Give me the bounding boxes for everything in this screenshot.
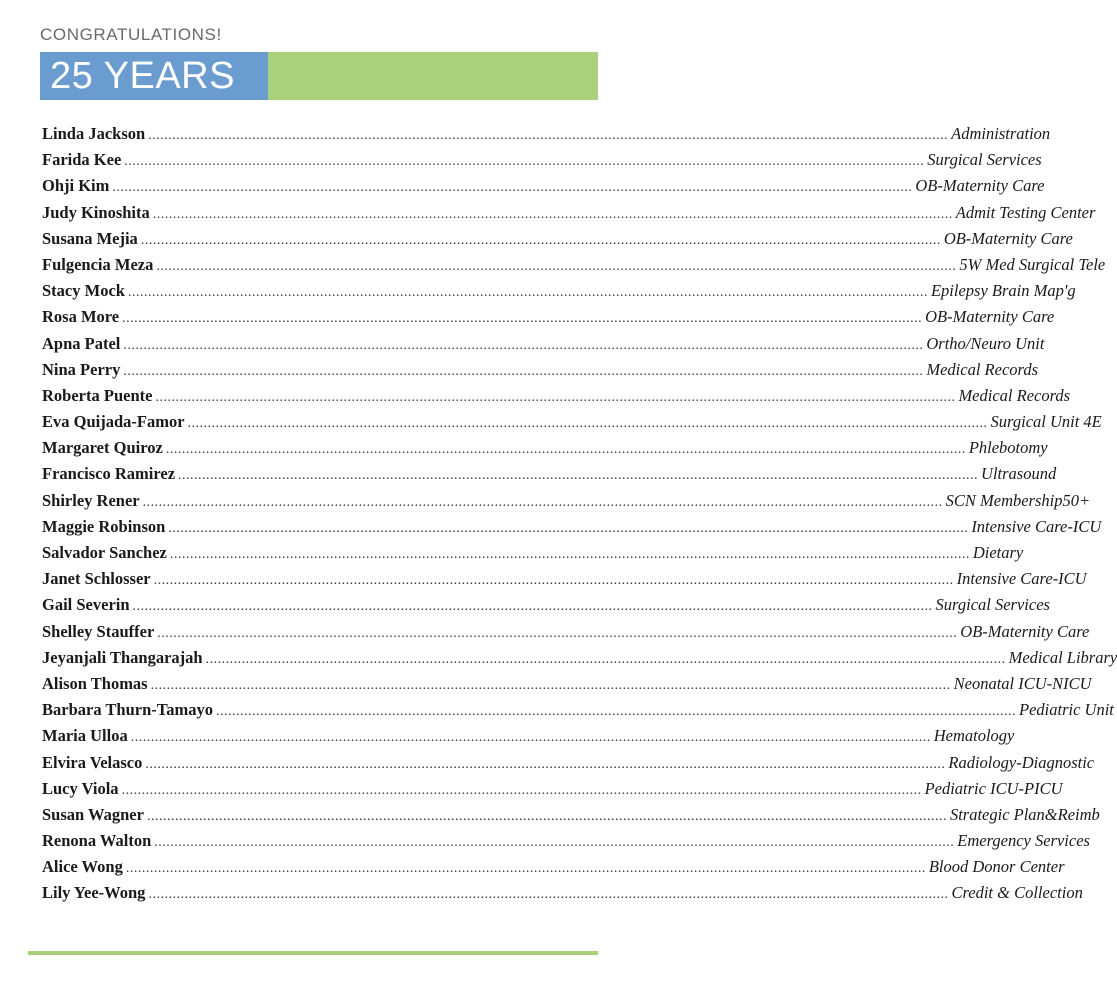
honoree-department: Pediatric ICU-PICU	[924, 778, 1063, 798]
list-item	[42, 176, 1045, 202]
honoree-name: Maggie Robinson	[42, 516, 166, 536]
footer-divider	[28, 951, 598, 955]
honoree-department: Strategic Plan&Reimb	[949, 804, 1100, 824]
list-item	[42, 647, 1117, 674]
honoree-name: Lucy Viola	[42, 778, 119, 798]
list-item	[42, 883, 1083, 909]
dot-leader: ........................................................................................................................................................................................................	[216, 704, 1016, 720]
honoree-department: Admit Testing Center	[955, 202, 1096, 222]
dot-leader: ........................................................................................................................................................................................................	[123, 337, 924, 353]
list-item	[42, 831, 1090, 857]
honoree-name: Francisco Ramirez	[42, 464, 176, 484]
dot-leader: ........................................................................................................................................................................................................	[152, 206, 953, 222]
honoree-department: Ultrasound	[981, 464, 1057, 484]
banner-accent-block	[268, 52, 598, 100]
honoree-name: Alison Thomas	[42, 673, 148, 693]
honoree-name: Roberta Puente	[42, 385, 153, 405]
honoree-name: Shirley Rener	[42, 490, 140, 510]
honoree-department: Dietary	[972, 543, 1024, 562]
dot-leader: ........................................................................................................................................................................................................	[157, 625, 958, 641]
years-banner	[40, 52, 598, 100]
dot-leader: ........................................................................................................................................................................................................	[130, 730, 931, 746]
dot-leader: ........................................................................................................................................................................................................	[165, 442, 966, 458]
list-item	[42, 857, 1065, 883]
list-item	[42, 202, 1096, 229]
list-item	[42, 621, 1090, 648]
list-item	[42, 804, 1100, 831]
honoree-name: Rosa More	[42, 307, 120, 327]
dot-leader: ........................................................................................................................................................................................................	[156, 258, 957, 274]
honoree-department: Radiology-Diagnostic	[948, 752, 1095, 772]
dot-leader: ........................................................................................................................................................................................................	[125, 861, 926, 877]
dot-leader: ........................................................................................................................................................................................................	[187, 416, 988, 432]
dot-leader: ........................................................................................................................................................................................................	[146, 808, 947, 824]
list-item	[42, 124, 1051, 150]
dot-leader: ........................................................................................................................................................................................................	[132, 599, 933, 615]
dot-leader: ........................................................................................................................................................................................................	[155, 389, 956, 405]
dot-leader: ........................................................................................................................................................................................................	[142, 494, 943, 510]
honoree-department: Blood Donor Center	[928, 857, 1065, 877]
honoree-department: OB-Maternity Care	[943, 228, 1073, 248]
dot-leader: ........................................................................................................................................................................................................	[153, 573, 954, 589]
honoree-name: Shelley Stauffer	[42, 621, 155, 641]
dot-leader: ........................................................................................................................................................................................................	[124, 154, 925, 170]
honoree-name: Renona Walton	[42, 831, 152, 851]
dot-leader: ........................................................................................................................................................................................................	[145, 756, 946, 772]
honoree-name: Janet Schlosser	[42, 569, 151, 589]
honoree-department: Phlebotomy	[968, 438, 1048, 458]
honoree-department: Emergency Services	[957, 831, 1090, 851]
dot-leader: ........................................................................................................................................................................................................	[169, 547, 970, 562]
honoree-department: Medical Library	[1008, 647, 1117, 667]
honoree-name: Elvira Velasco	[42, 752, 143, 772]
honoree-name: Nina Perry	[42, 359, 121, 379]
honoree-name: Maria Ulloa	[42, 726, 128, 746]
dot-leader: ........................................................................................................................................................................................................	[168, 520, 969, 536]
honoree-department: 5W Med Surgical Tele	[959, 254, 1106, 274]
honoree-department: SCN Membership50+	[945, 490, 1091, 510]
list-item	[42, 752, 1095, 779]
dot-leader: ........................................................................................................................................................................................................	[112, 180, 913, 196]
dot-leader: ........................................................................................................................................................................................................	[127, 285, 928, 301]
honoree-name: Gail Severin	[42, 595, 130, 615]
honoree-department: Surgical Services	[927, 150, 1042, 170]
list-item	[42, 595, 1050, 621]
honoree-name: Salvador Sanchez	[42, 543, 167, 562]
honoree-name: Apna Patel	[42, 333, 121, 353]
honoree-department: Surgical Services	[935, 595, 1050, 615]
honoree-name: Linda Jackson	[42, 124, 146, 143]
list-item	[42, 490, 1091, 517]
honoree-name: Stacy Mock	[42, 281, 125, 301]
dot-leader: ........................................................................................................................................................................................................	[178, 468, 979, 484]
dot-leader: ........................................................................................................................................................................................................	[122, 311, 923, 327]
honoree-department: Epilepsy Brain Map'g	[930, 281, 1076, 301]
honoree-department: Credit & Collection	[951, 883, 1083, 903]
dot-leader: ........................................................................................................................................................................................................	[123, 363, 924, 379]
honoree-department: Pediatric Unit	[1019, 700, 1114, 720]
honoree-name: Fulgencia Meza	[42, 254, 154, 274]
honoree-department: Medical Records	[926, 359, 1039, 379]
honoree-department: Neonatal ICU-NICU	[953, 673, 1092, 693]
list-item	[42, 228, 1073, 255]
list-item	[42, 569, 1087, 595]
honoree-name: Farida Kee	[42, 150, 122, 170]
honoree-name: Barbara Thurn-Tamayo	[42, 700, 213, 720]
honoree-department: Ortho/Neuro Unit	[926, 333, 1045, 353]
honoree-department: Intensive Care-ICU	[956, 569, 1087, 589]
list-item	[42, 281, 1076, 307]
honoree-name: Susan Wagner	[42, 804, 144, 824]
list-item	[42, 464, 1057, 490]
honoree-name: Margaret Quiroz	[42, 438, 163, 458]
list-item	[42, 543, 1024, 569]
list-item	[42, 412, 1102, 438]
honoree-name: Lily Yee-Wong	[42, 883, 146, 903]
list-item	[42, 150, 1042, 176]
list-item	[42, 385, 1071, 412]
banner-title-block	[40, 52, 268, 100]
honoree-department: Hematology	[933, 726, 1015, 746]
honoree-department: Surgical Unit 4E	[990, 412, 1102, 432]
honoree-name: Jeyanjali Thangarajah	[42, 647, 203, 667]
honoree-name: Susana Mejia	[42, 228, 138, 248]
list-item	[42, 333, 1045, 360]
dot-leader: ........................................................................................................................................................................................................	[154, 835, 955, 851]
honoree-department: OB-Maternity Care	[915, 176, 1045, 196]
dot-leader: ........................................................................................................................................................................................................	[140, 232, 941, 248]
congratulations-kicker: CONGRATULATIONS!	[40, 25, 222, 44]
honoree-department: Intensive Care-ICU	[971, 516, 1102, 536]
list-item	[42, 254, 1106, 281]
page-title: 25 YEARS	[50, 55, 235, 97]
honoree-name: Alice Wong	[42, 857, 123, 877]
list-item	[42, 516, 1102, 543]
honoree-department: Administration	[951, 124, 1051, 143]
dot-leader: ........................................................................................................................................................................................................	[121, 782, 922, 798]
list-item	[42, 359, 1039, 386]
honoree-name: Ohji Kim	[42, 176, 110, 196]
dot-leader: ........................................................................................................................................................................................................	[150, 677, 951, 693]
honoree-name: Eva Quijada-Famor	[42, 412, 185, 432]
honoree-list	[42, 124, 1117, 910]
dot-leader: ........................................................................................................................................................................................................	[148, 887, 949, 903]
list-item	[42, 778, 1063, 805]
list-item	[42, 438, 1048, 464]
honoree-department: OB-Maternity Care	[960, 621, 1090, 641]
list-item	[42, 700, 1114, 726]
honoree-name: Judy Kinoshita	[42, 202, 150, 222]
dot-leader: ........................................................................................................................................................................................................	[205, 651, 1006, 667]
list-item	[42, 307, 1055, 333]
dot-leader: ........................................................................................................................................................................................................	[148, 128, 949, 143]
honoree-department: OB-Maternity Care	[925, 307, 1055, 327]
list-item	[42, 726, 1015, 752]
list-item	[42, 673, 1092, 700]
honoree-department: Medical Records	[958, 385, 1071, 405]
